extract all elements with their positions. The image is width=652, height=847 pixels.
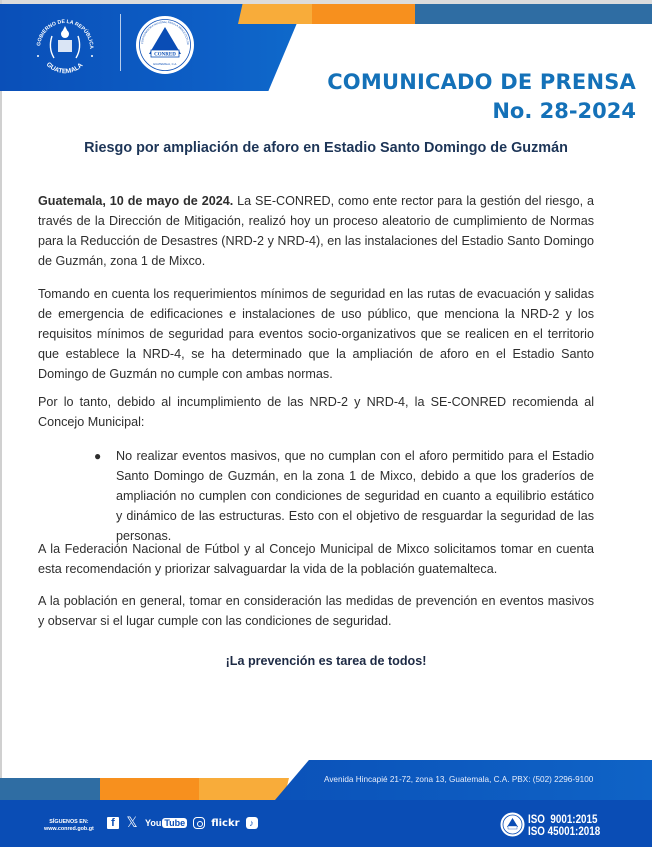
dateline: Guatemala, 10 de mayo de 2024. — [38, 194, 234, 208]
paragraph-federation: A la Federación Nacional de Fútbol y al Concejo Municipal de Mixco solicitamos tomar en cuenta esta recomendación y priorizar salvaguardar la vida de la población guatemalteca. — [38, 542, 594, 576]
page-title: COMUNICADO DE PRENSA — [327, 70, 636, 94]
header-stripe-steel-blue — [415, 4, 652, 24]
recommendation-list-item — [94, 446, 594, 546]
header-stripe-orange — [312, 4, 416, 24]
website-link[interactable]: www.conred.gob.gt — [44, 826, 94, 832]
svg-text:GUATEMALA — [45, 61, 85, 75]
paragraph-intro — [38, 191, 594, 271]
footer-stripe-light-orange — [199, 778, 289, 800]
conred-logo — [134, 14, 196, 76]
conred-ring-text: COORDINADORA NACIONAL PARA LA REDUCCIÓN DE — [141, 20, 190, 45]
iso-certifications — [500, 812, 616, 837]
guatemala-government-seal-logo — [30, 8, 100, 86]
header-stripe-light-orange — [238, 4, 313, 24]
follow-us — [44, 819, 94, 833]
header-logo-divider — [120, 14, 121, 71]
youtube-you: You — [145, 818, 162, 828]
facebook-icon[interactable]: f — [107, 817, 119, 829]
youtube-tube: Tube — [164, 818, 186, 828]
instagram-icon[interactable] — [193, 817, 205, 829]
youtube-icon[interactable] — [145, 818, 187, 828]
slogan: ¡La prevención es tarea de todos! — [225, 654, 427, 668]
conred-logo-location: GUATEMALA, C.A. — [152, 62, 178, 66]
release-subject: Riesgo por ampliación de aforo en Estadio Santo Domingo de Guzmán — [84, 140, 568, 156]
iso-45001: ISO 45001:2018 — [528, 823, 601, 838]
footer-address: Avenida Hincapié 21-72, zona 13, Guatemala, C.A. PBX: (502) 2296-9100 — [324, 775, 594, 784]
seal-text-bottom: GUATEMALA — [44, 61, 85, 76]
recommendation-text: No realizar eventos masivos, que no cumplan con el aforo permitido para el Estadio Santo Domingo de Guzmán, en la zona 1 de Mixco, debido a que los graderíos de ampliación no cumplen con condiciones de seguridad en cuanto a equilibrio estático y dinámico de las estructuras. Esto con el objetivo de resguardar la seguridad de las personas. — [116, 449, 594, 543]
tiktok-icon[interactable]: ♪ — [246, 817, 258, 829]
seal-text-top: GOBIERNO DE LA REPÚBLICA — [36, 18, 95, 50]
paragraph-intro-text: La SE-CONRED, como ente rector para la gestión del riesgo, a través de la Dirección de Mitigación, realizó hoy un proceso aleatorio de cumplimiento de Normas para la Reducción de Desastres (NRD-2 y NRD-4), en las instalaciones del Estadio Santo Domingo de Guzmán, zona 1 de Mixco. — [38, 194, 594, 268]
release-number: No. 28-2024 — [492, 99, 636, 123]
footer-stripe-orange — [100, 778, 200, 800]
flickr-icon[interactable]: flickr — [211, 817, 240, 829]
paragraph-population: A la población en general, tomar en consideración las medidas de prevención en eventos masivos y observar si el lugar cumple con las condiciones de seguridad. — [38, 594, 594, 628]
paragraph-recommendation-intro: Por lo tanto, debido al incumplimiento de las NRD-2 y NRD-4, la SE-CONRED recomienda al Concejo Municipal: — [38, 395, 594, 429]
iso-text — [528, 813, 600, 837]
follow-label: SÍGUENOS EN: — [49, 819, 89, 825]
conred-iso-badge-icon — [500, 812, 525, 837]
paragraph-findings: Tomando en cuenta los requerimientos mínimos de seguridad en las rutas de evacuación y salidas de emergencia de edificaciones e instalaciones de uso público, que menciona la NRD-2 y los requisitos mínimos de seguridad para eventos socio-organizativos que se realicen en el territorio que establece la NRD-4, se ha determinado que la ampliación de aforo en el Estadio Santo Domingo de Guzmán no cumple con ambas normas. — [38, 287, 594, 381]
conred-logo-text: CONRED — [154, 52, 176, 58]
social-links — [107, 816, 258, 830]
bullet-icon: ● — [94, 449, 102, 463]
x-twitter-icon[interactable]: 𝕏 — [126, 815, 138, 831]
footer-stripe-steel-blue — [0, 778, 101, 800]
page-left-edge — [0, 0, 2, 847]
iso-9001: ISO 9001:2015 — [528, 811, 598, 826]
